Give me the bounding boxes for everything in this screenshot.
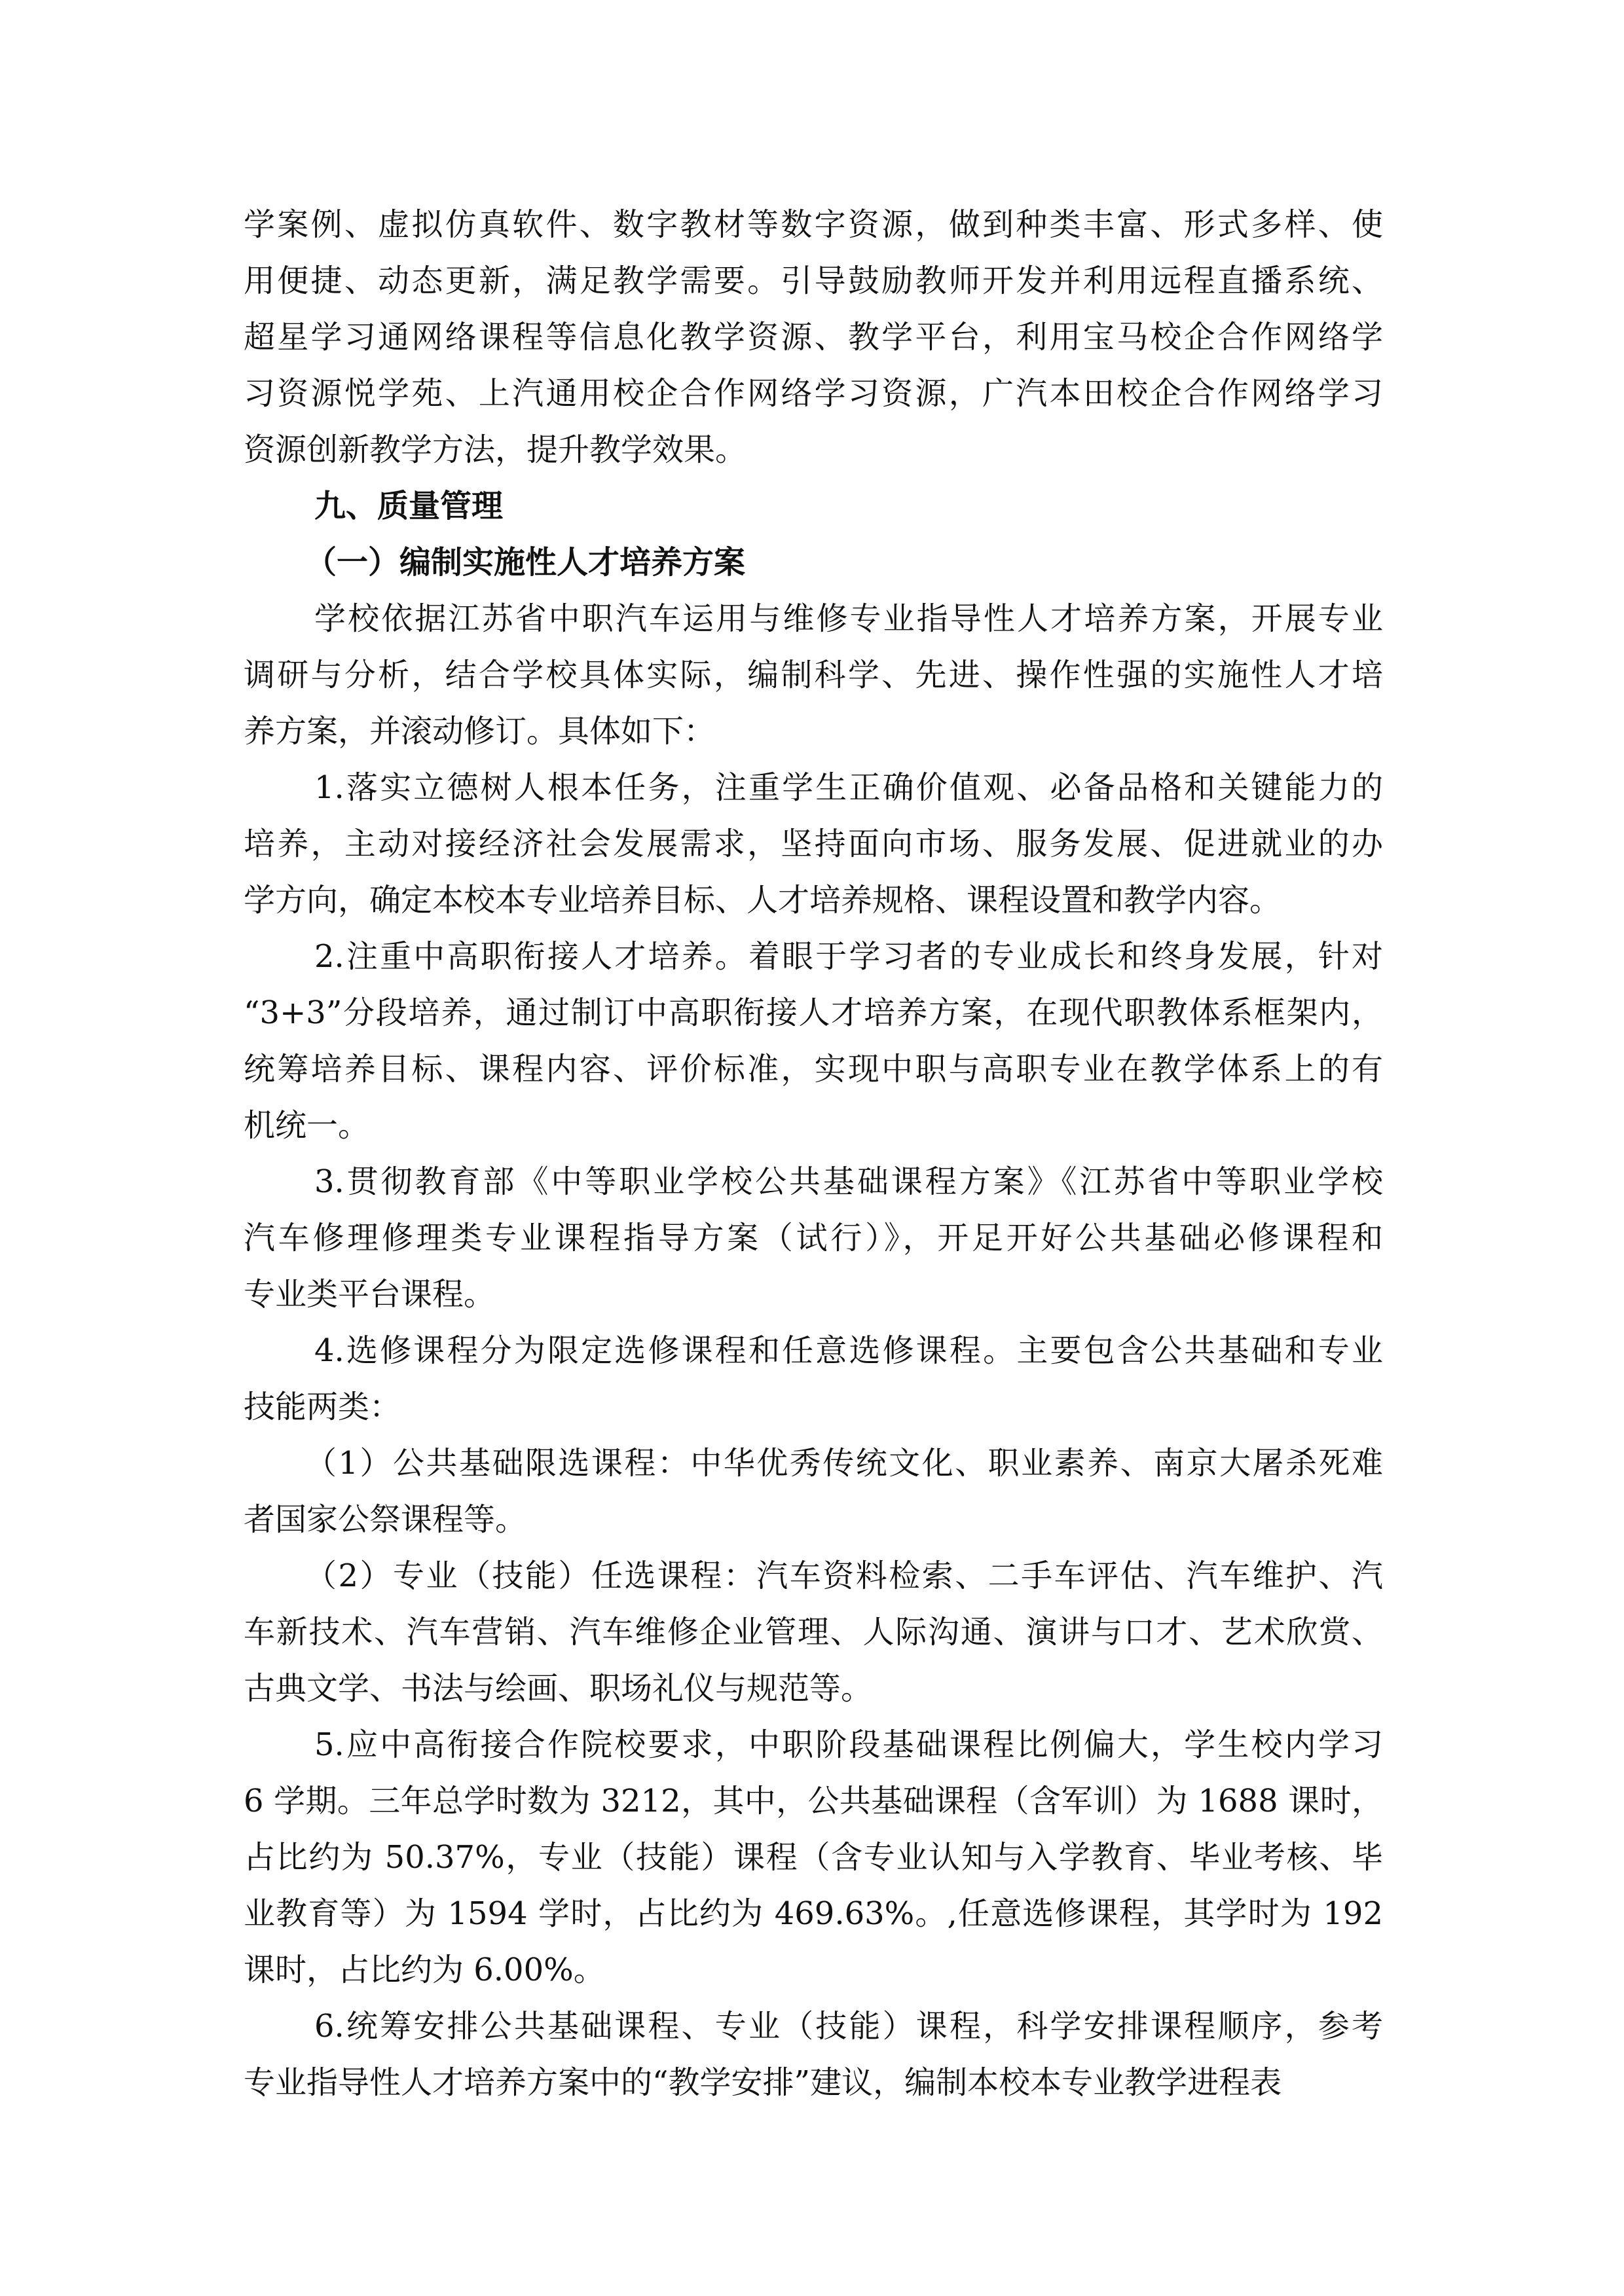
paragraph bbox=[244, 1435, 1383, 1548]
text-line: （1）公共基础限选课程：中华优秀传统文化、职业素养、南京大屠杀死难 bbox=[305, 1445, 1383, 1482]
document-body bbox=[244, 196, 1383, 2111]
text-line: 培养，主动对接经济社会发展需求，坚持面向市场、服务发展、促进就业的办 bbox=[244, 826, 1383, 862]
paragraph bbox=[244, 591, 1383, 759]
paragraph bbox=[244, 196, 1383, 478]
text-line: 课时，占比约为 6.00%。 bbox=[244, 1952, 605, 1988]
text-line: 学校依据江苏省中职汽车运用与维修专业指导性人才培养方案，开展专业 bbox=[314, 600, 1383, 637]
text-line: 机统一。 bbox=[244, 1107, 370, 1144]
paragraph bbox=[244, 1154, 1383, 1322]
text-line: 业教育等）为 1594 学时，占比约为 469.63%。,任意选修课程，其学时为 192 bbox=[244, 1895, 1383, 1932]
text-line: 6 学期。三年总学时数为 3212，其中，公共基础课程（含军训）为 1688 课时， bbox=[244, 1783, 1383, 1819]
text-line: 学方向，确定本校本专业培养目标、人才培养规格、课程设置和教学内容。 bbox=[244, 882, 1282, 919]
text-line: （2）专业（技能）任选课程：汽车资料检索、二手车评估、汽车维护、汽 bbox=[305, 1558, 1383, 1594]
text-line: 统筹培养目标、课程内容、评价标准，实现中职与高职专业在教学体系上的有 bbox=[244, 1051, 1383, 1087]
text-line: 车新技术、汽车营销、汽车维修企业管理、人际沟通、演讲与口才、艺术欣赏、 bbox=[244, 1614, 1383, 1650]
subsection-heading bbox=[244, 534, 1383, 591]
text-line: 养方案，并滚动修订。具体如下： bbox=[244, 713, 716, 750]
paragraph bbox=[244, 1322, 1383, 1435]
section-heading bbox=[244, 478, 1383, 534]
paragraph bbox=[244, 1717, 1383, 1998]
paragraph bbox=[244, 1998, 1383, 2111]
text-line: 专业类平台课程。 bbox=[244, 1276, 496, 1313]
text-line: 技能两类： bbox=[244, 1389, 401, 1425]
text-line: 资源创新教学方法，提升教学效果。 bbox=[244, 431, 747, 468]
text-line: 1.落实立德树人根本任务，注重学生正确价值观、必备品格和关键能力的 bbox=[314, 769, 1383, 806]
paragraph bbox=[244, 759, 1383, 928]
text-line: 3.贯彻教育部《中等职业学校公共基础课程方案》《江苏省中等职业学校 bbox=[314, 1163, 1383, 1200]
paragraph bbox=[244, 928, 1383, 1154]
text-line: 5.应中高衔接合作院校要求，中职阶段基础课程比例偏大，学生校内学习 bbox=[314, 1726, 1383, 1763]
text-line: （一）编制实施性人才培养方案 bbox=[305, 544, 746, 581]
text-line: 专业指导性人才培养方案中的“教学安排”建议，编制本校本专业教学进程表 bbox=[244, 2064, 1282, 2101]
text-line: 习资源悦学苑、上汽通用校企合作网络学习资源，广汽本田校企合作网络学习 bbox=[244, 375, 1383, 412]
text-line: 超星学习通网络课程等信息化教学资源、教学平台，利用宝马校企合作网络学 bbox=[244, 319, 1383, 355]
text-line: 调研与分析，结合学校具体实际，编制科学、先进、操作性强的实施性人才培 bbox=[244, 657, 1383, 693]
paragraph bbox=[244, 1548, 1383, 1717]
text-line: 汽车修理修理类专业课程指导方案（试行）》，开足开好公共基础必修课程和 bbox=[244, 1220, 1383, 1256]
text-line: “3+3”分段培养，通过制订中高职衔接人才培养方案，在现代职教体系框架内， bbox=[244, 994, 1383, 1031]
text-line: 2.注重中高职衔接人才培养。着眼于学习者的专业成长和终身发展，针对 bbox=[314, 938, 1383, 975]
text-line: 4.选修课程分为限定选修课程和任意选修课程。主要包含公共基础和专业 bbox=[314, 1332, 1383, 1369]
text-line: 九、质量管理 bbox=[314, 488, 504, 524]
text-line: 古典文学、书法与绘画、职场礼仪与规范等。 bbox=[244, 1670, 873, 1707]
text-line: 者国家公祭课程等。 bbox=[244, 1501, 527, 1538]
text-line: 学案例、虚拟仿真软件、数字教材等数字资源，做到种类丰富、形式多样、使 bbox=[244, 206, 1383, 243]
text-line: 6.统筹安排公共基础课程、专业（技能）课程，科学安排课程顺序，参考 bbox=[314, 2008, 1383, 2045]
text-line: 占比约为 50.37%，专业（技能）课程（含专业认知与入学教育、毕业考核、毕 bbox=[244, 1839, 1383, 1876]
text-line: 用便捷、动态更新，满足教学需要。引导鼓励教师开发并利用远程直播系统、 bbox=[244, 263, 1383, 299]
